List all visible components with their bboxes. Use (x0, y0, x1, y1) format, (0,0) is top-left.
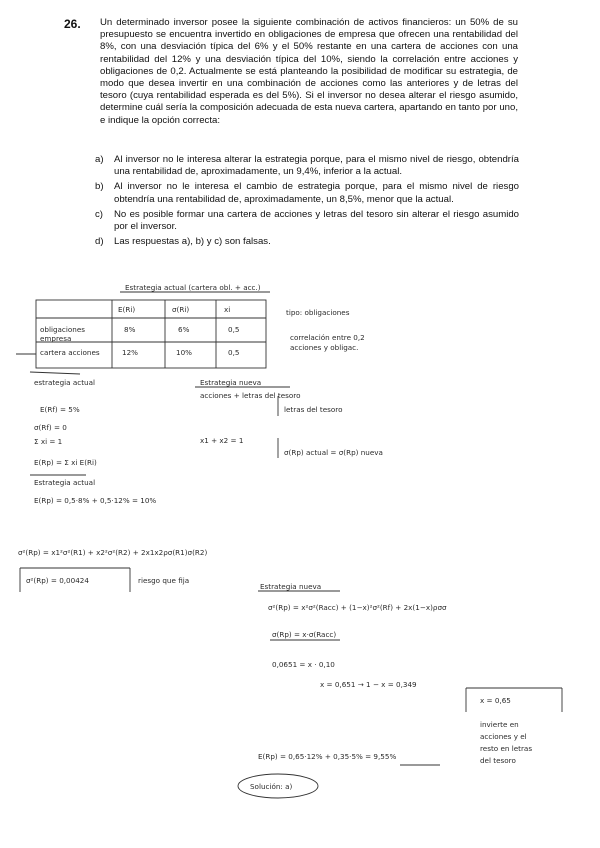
option-text: Al inversor no le interesa alterar la estrategia porque, para el mismo nivel de riesgo, obtendría una rentabilidad de, aproximadamente, un 9,4%, inferior a la actual. (114, 154, 519, 178)
final-answer: Solución: a) (250, 782, 293, 791)
table-row-label: cartera acciones (40, 348, 100, 357)
question-number: 26. (64, 17, 81, 31)
table-cell: 0,5 (228, 348, 240, 357)
table-header: E(Ri) (118, 305, 136, 314)
note-text: E(Rp) = 0,5·8% + 0,5·12% = 10% (34, 496, 157, 505)
note-text: Estrategia nueva (200, 378, 262, 387)
option-label: c) (95, 208, 103, 220)
note-text: Estrategia nueva (260, 582, 322, 591)
note-text: E(Rp) = Σ xi E(Ri) (34, 458, 97, 467)
note-text: invierte en (480, 720, 519, 729)
option-label: b) (95, 181, 104, 193)
table-row-label: obligaciones empresa (40, 325, 85, 343)
question-text: Un determinado inversor posee la siguiente combinación de activos financieros: un 50% de su presupuesto se encuentra invertido en obligaciones de empresa que ofrecen una rentabilidad del 8%, con una desviación típica del 6% y el 50% restante en una cartera de acciones con una rentabilidad del 12% y una desviación típica del 10%, siendo la correlación entre acciones y obligaciones de 0,2. Actualmente se está planteando la posibilidad de modificar su estrategia, de modo que desea invertir en una combinación de acciones como las anteriores y de letras del tesoro (cuya rentabilidad esperada es del 5%). Si el inversor no desea alterar el riesgo asumido, determine cuál sería la composición adecuada de esta nueva cartera, apartando en tanto por uno, e indique la opción correcta: (100, 17, 518, 126)
option-text: No es posible formar una cartera de acciones y letras del tesoro sin alterar el riesgo asumido por el inversor. (114, 208, 519, 233)
note-text: estrategia actual (34, 378, 95, 387)
side-note: correlación entre 0,2 (290, 333, 365, 342)
side-note: acciones y obligac. (290, 343, 359, 352)
note-text: acciones + letras del tesoro (200, 391, 301, 400)
option-label: d) (95, 236, 104, 248)
option-text: Al inversor no le interesa el cambio de estrategia porque, para el mismo nivel de riesgo obtendría una rentabilidad de, aproximadamente, un 8,5%, menor que la actual. (114, 181, 519, 205)
note-stroke (30, 372, 80, 374)
notes-table-title: Estrategia actual (cartera obl. + acc.) (125, 283, 261, 292)
note-text: del tesoro (480, 756, 516, 765)
note-text: σ(Rf) = 0 (34, 423, 67, 432)
note-text: 0,0651 = x · 0,10 (272, 660, 335, 669)
note-text: E(Rp) = 0,65·12% + 0,35·5% = 9,55% (258, 752, 397, 761)
note-text: σ(Rp) actual = σ(Rp) nueva (284, 448, 383, 457)
table-header: σ(Ri) (172, 305, 190, 314)
note-text: E(Rf) = 5% (40, 405, 80, 414)
table-cell: 12% (122, 348, 138, 357)
note-text: letras del tesoro (284, 405, 343, 414)
note-text: Estrategia actual (34, 478, 96, 487)
table-cell: 10% (176, 348, 192, 357)
side-note: tipo: obligaciones (286, 308, 350, 317)
table-cell: 8% (124, 325, 136, 334)
note-text: x1 + x2 = 1 (200, 436, 244, 445)
note-text: resto en letras (480, 744, 533, 753)
note-text: σ²(Rp) = x1²σ²(R1) + x2²σ²(R2) + 2x1x2ρσ(R1)σ(R2) (18, 548, 208, 557)
table-header: xi (224, 305, 231, 314)
note-text: Σ xi = 1 (34, 437, 63, 446)
note-text: σ²(Rp) = x²σ²(Racc) + (1−x)²σ²(Rf) + 2x(1−x)ρσσ (268, 603, 447, 612)
note-text: σ(Rp) = x·σ(Racc) (272, 630, 337, 639)
option-label: a) (95, 154, 104, 165)
table-cell: 0,5 (228, 325, 240, 334)
note-text: x = 0,651 → 1 − x = 0,349 (320, 680, 417, 689)
table-cell: 6% (178, 325, 190, 334)
note-text: x = 0,65 (480, 696, 511, 705)
note-text: acciones y el (480, 732, 527, 741)
option-text: Las respuestas a), b) y c) son falsas. (114, 236, 271, 248)
note-text: σ²(Rp) = 0,00424 (26, 576, 89, 585)
note-text: riesgo que fija (138, 576, 190, 585)
